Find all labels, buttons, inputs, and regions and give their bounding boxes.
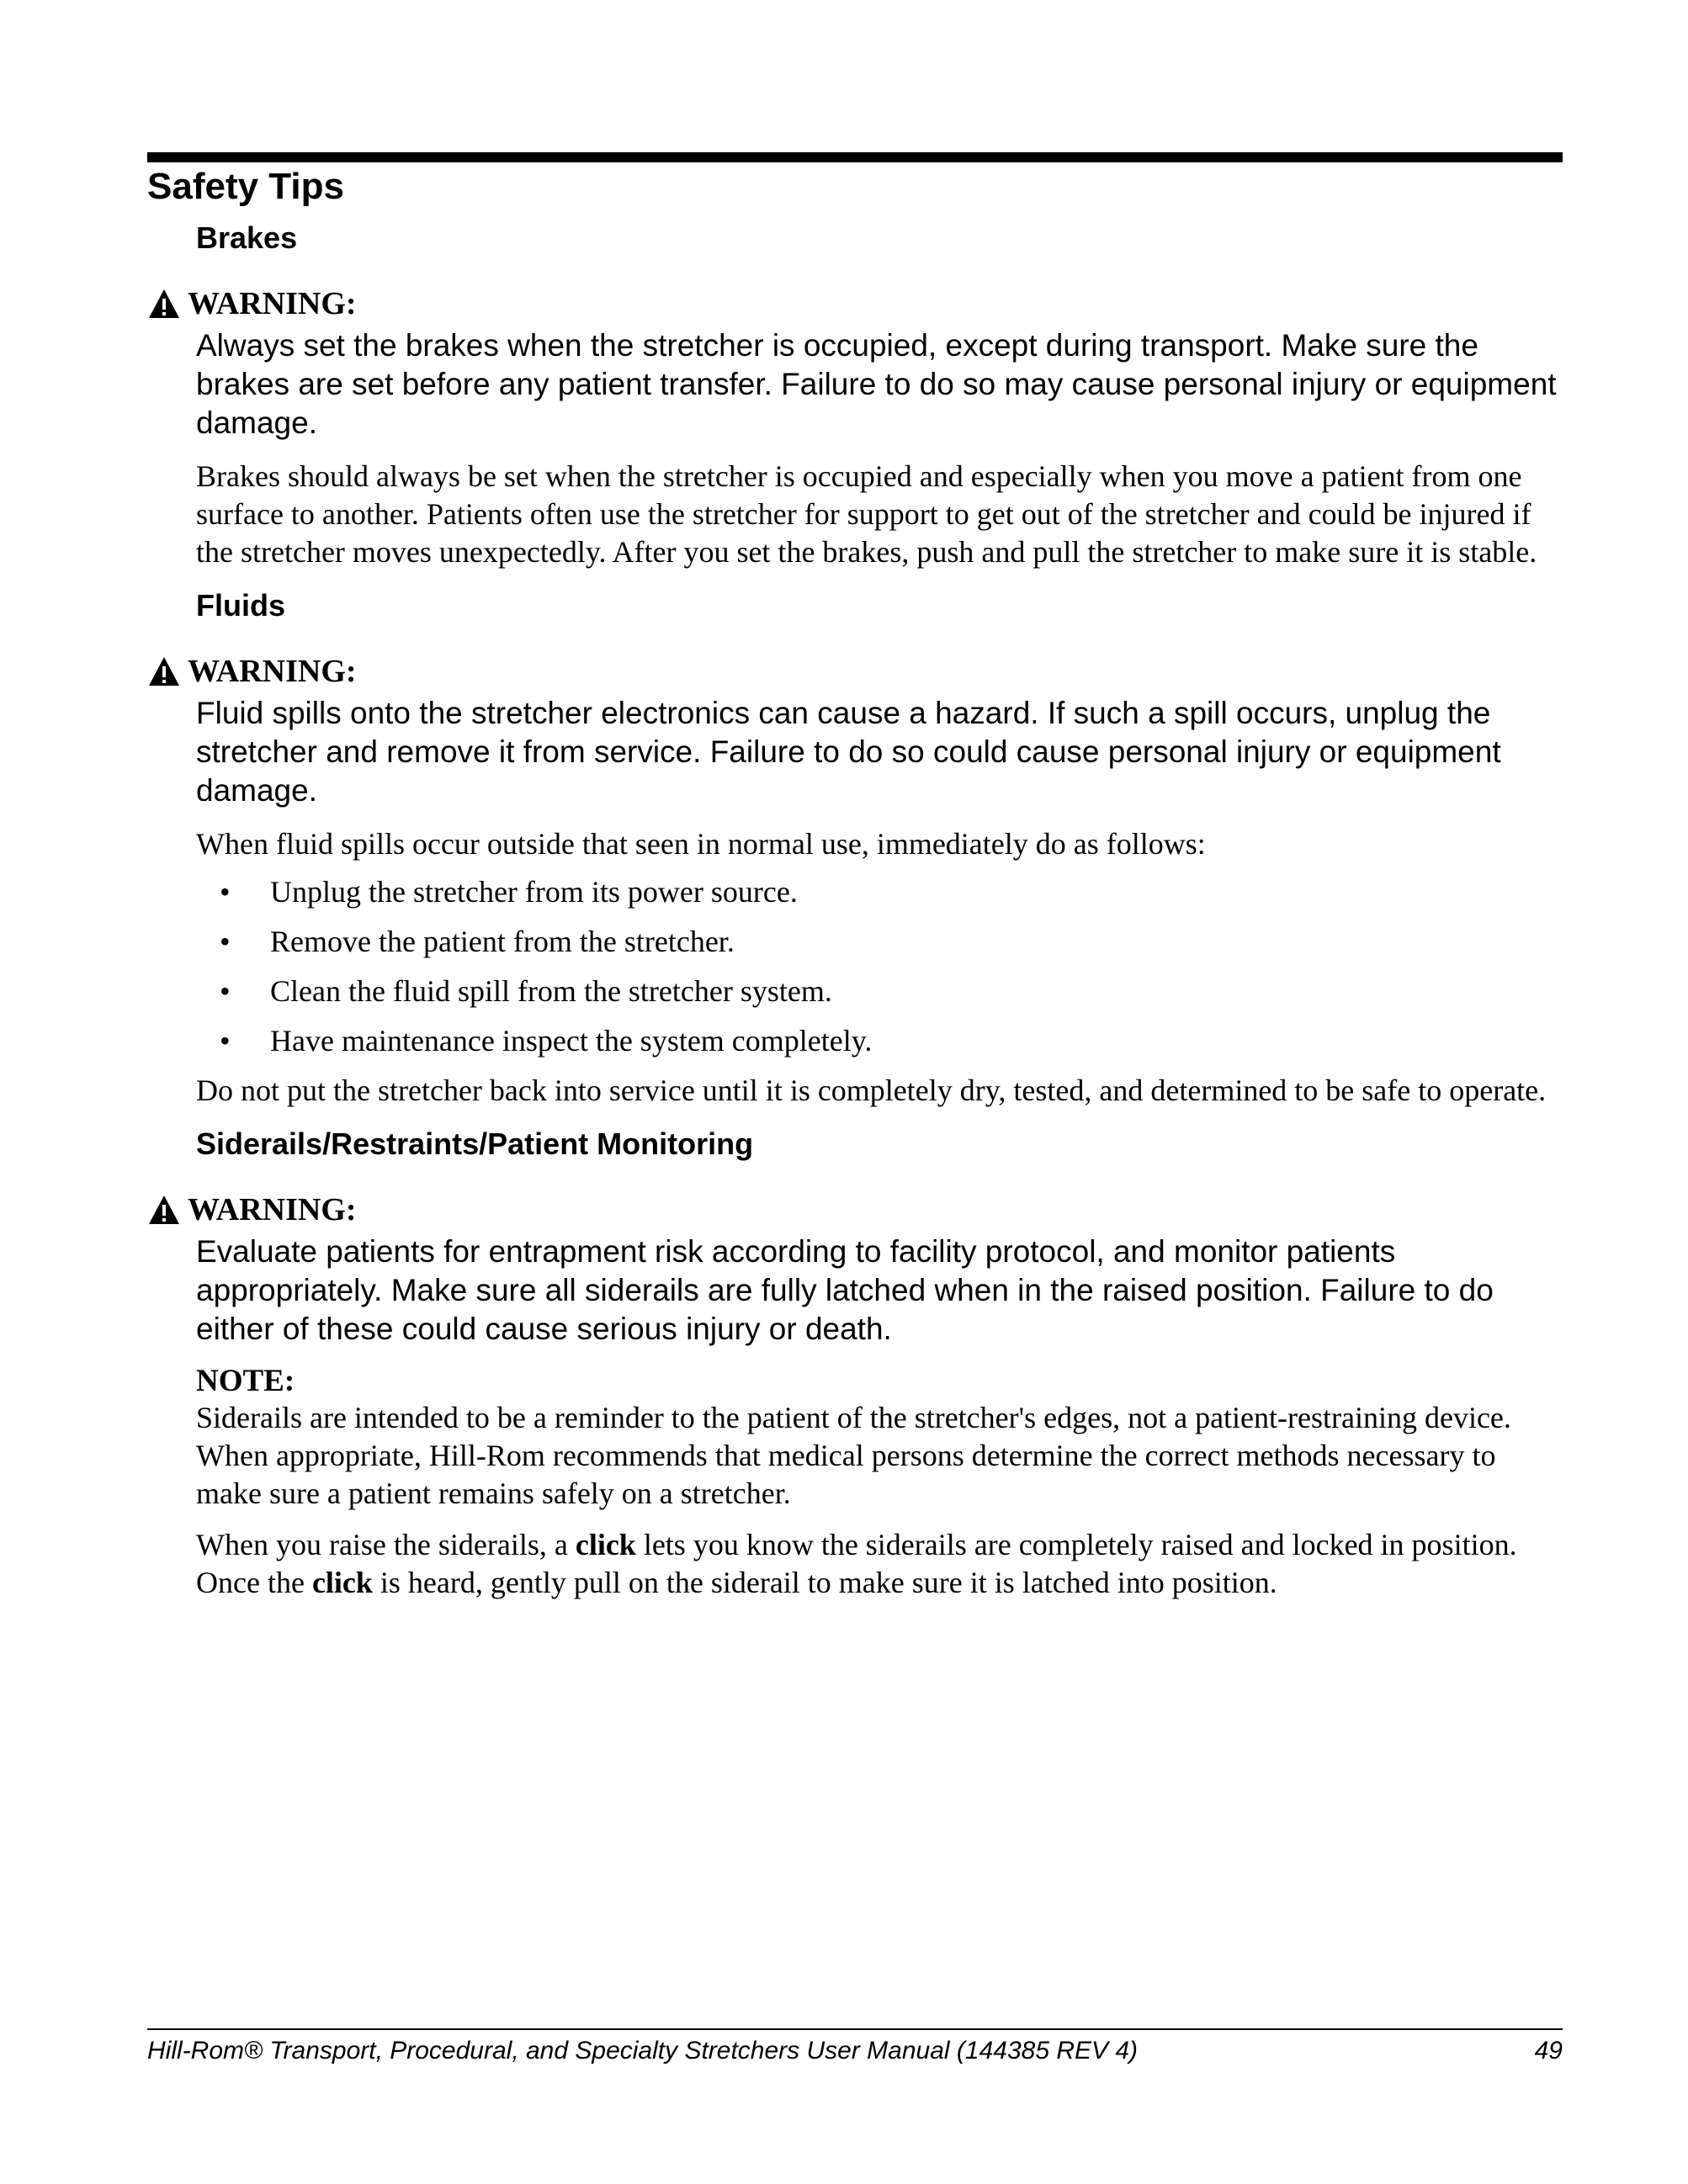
section-heading: Fluids: [196, 588, 285, 623]
closing-text-2: lets you know the siderails are completely raised and locked in position. Once the: [196, 1528, 1517, 1599]
warning-text: Always set the brakes when the stretcher is occupied, except during transport. Make sure the brakes are set before any patient transfer. Failure to do so may cause personal injury or equipment damage.: [196, 328, 1557, 440]
warning-triangle-icon: [147, 655, 181, 687]
closing-bold-1: click: [575, 1528, 636, 1561]
list-item-text: Clean the fluid spill from the stretcher system.: [270, 974, 832, 1008]
closing-text-3: is heard, gently pull on the siderail to make sure it is latched into position.: [372, 1566, 1277, 1599]
section-siderails: [147, 1123, 1563, 1602]
warning-text: Fluid spills onto the stretcher electronics can cause a hazard. If such a spill occurs, unplug the stretcher and remove it from service. Failure to do so could cause personal injury or equipment damage.: [196, 696, 1501, 808]
section-brakes: [147, 217, 1563, 571]
footer-rule: [147, 2028, 1563, 2030]
bullet-icon: •: [220, 1024, 231, 1058]
warning-label-text: WARNING:: [188, 654, 357, 689]
list-item-text: Have maintenance inspect the system completely.: [270, 1024, 873, 1058]
warning-triangle-icon: [147, 288, 181, 320]
list-item: [196, 973, 1563, 1010]
list-item-text: Unplug the stretcher from its power source.: [270, 875, 798, 909]
warning-text: Evaluate patients for entrapment risk according to facility protocol, and monitor patients appropriately. Make sure all siderails are fully latched when in the raised position. Failure to do either of these could cause serious injury or death.: [196, 1234, 1494, 1346]
note-text: Siderails are intended to be a reminder to the patient of the stretcher's edges, not a patient-restraining device. When appropriate, Hill-Rom recommends that medical persons determine the correct methods necessary to make sure a patient remains safely on a stretcher.: [196, 1401, 1511, 1510]
closing-bold-2: click: [311, 1566, 373, 1599]
list-item: [196, 1022, 1563, 1060]
list-item-text: Remove the patient from the stretcher.: [270, 925, 735, 958]
top-rule: [147, 152, 1563, 162]
warning-label: [147, 1190, 1563, 1229]
section-heading: Brakes: [196, 220, 298, 255]
list-item: [196, 873, 1563, 911]
list-item: [196, 923, 1563, 961]
bullet-icon: •: [220, 974, 231, 1008]
body-paragraph: Do not put the stretcher back into service until it is completely dry, tested, and determined to be safe to operate.: [196, 1073, 1547, 1107]
page-number: 49: [1534, 2037, 1563, 2065]
body-paragraph: When fluid spills occur outside that seen in normal use, immediately do as follows:: [196, 827, 1206, 861]
page-content: [147, 217, 1563, 1612]
closing-text-1: When you raise the siderails, a: [196, 1528, 576, 1561]
bullet-icon: •: [220, 875, 231, 909]
section-heading: Siderails/Restraints/Patient Monitoring: [196, 1126, 754, 1161]
body-paragraph: Brakes should always be set when the stretcher is occupied and especially when you move a patient from one surface to another. Patients often use the stretcher for support to get out of the stretcher and could be injured if the stretcher moves unexpectedly. After you set the brakes, push and pull the stretcher to make sure it is stable.: [196, 459, 1537, 569]
page-title: Safety Tips: [147, 166, 344, 207]
closing-paragraph: [196, 1526, 1563, 1602]
note-label: NOTE:: [196, 1364, 295, 1398]
bullet-list: [196, 873, 1563, 1060]
warning-label-text: WARNING:: [188, 286, 357, 321]
warning-label: [147, 652, 1563, 691]
warning-label-text: WARNING:: [188, 1192, 357, 1227]
warning-label: [147, 284, 1563, 323]
section-fluids: [147, 585, 1563, 1110]
bullet-icon: •: [220, 925, 231, 958]
footer-title: Hill-Rom® Transport, Procedural, and Specialty Stretchers User Manual (144385 REV 4): [147, 2037, 1139, 2065]
warning-triangle-icon: [147, 1194, 181, 1226]
